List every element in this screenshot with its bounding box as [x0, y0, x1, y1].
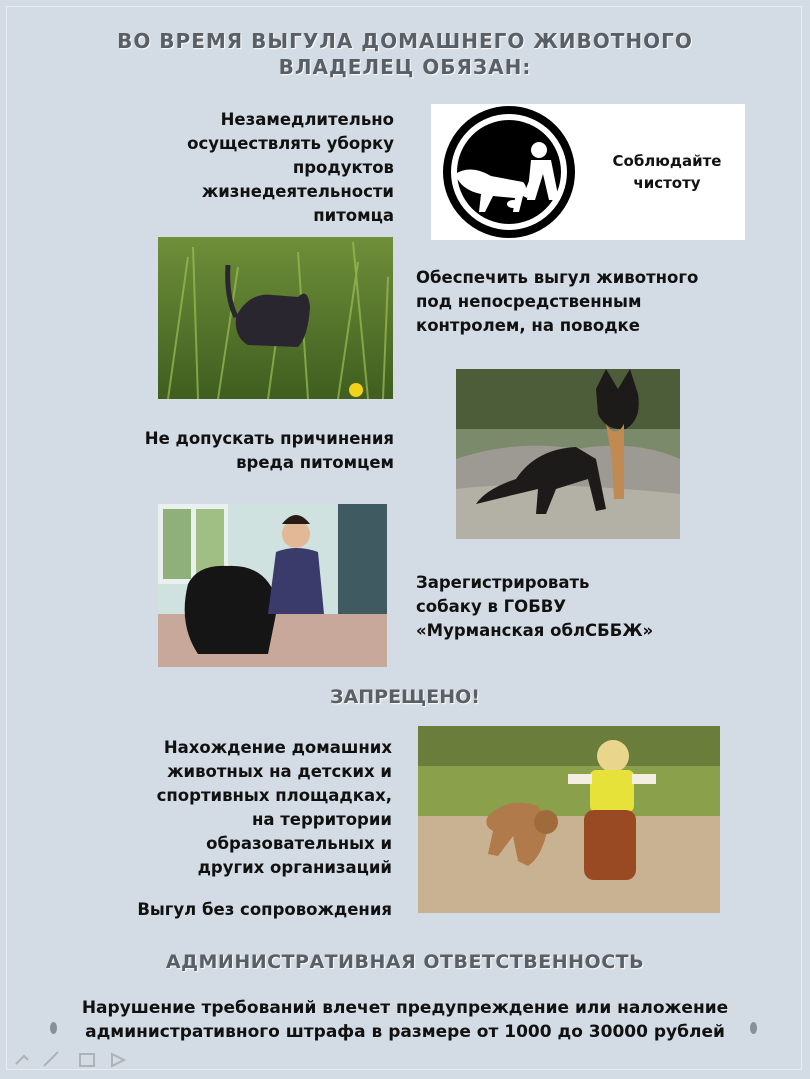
duty4-line: собаку в ГОБВУ: [416, 597, 567, 616]
page-title: [0, 28, 810, 80]
liability-heading: АДМИНИСТРАТИВНАЯ ОТВЕТСТВЕННОСТЬ: [165, 951, 645, 973]
duty1-line: жизнедеятельности: [201, 182, 394, 201]
duty-leash: [416, 266, 736, 338]
duty1-line: Незамедлительно: [220, 110, 394, 129]
duty-cleanup: [150, 108, 394, 228]
title-line-1: ВО ВРЕМЯ ВЫГУЛА ДОМАШНЕГО ЖИВОТНОГО: [117, 29, 693, 53]
slide-toolbar-icon[interactable]: [14, 1050, 134, 1070]
sign-caption: [597, 150, 737, 194]
title-line-2: ВЛАДЕЛЕЦ ОБЯЗАН:: [278, 55, 532, 79]
forbidden1-line: образовательных и: [206, 834, 392, 853]
duty4-line: «Мурманская облСББЖ»: [416, 621, 654, 640]
duty2-line: под непосредственным: [416, 292, 642, 311]
duty-no-harm: [100, 427, 394, 475]
dachshund-photo: [158, 237, 393, 399]
duty4-line: Зарегистрировать: [416, 573, 590, 592]
shepherd-dog-photo: [456, 369, 680, 539]
no-dog-fouling-sign-icon: [431, 104, 591, 240]
duty1-line: питомца: [313, 206, 394, 225]
liability-line: административного штрафа в размере от 1000 до 30000 рублей: [85, 1022, 725, 1042]
forbidden-playgrounds: [80, 736, 392, 880]
sign-line: Соблюдайте: [612, 152, 722, 170]
sign-line: чистоту: [633, 174, 701, 192]
child-with-dog-photo: [418, 726, 720, 913]
liability-line: Нарушение требований влечет предупреждение или наложение: [81, 998, 729, 1018]
forbidden1-line: Нахождение домашних: [163, 738, 392, 757]
nav-dot-left: [50, 1022, 57, 1034]
forbidden1-line: животных на детских и: [167, 762, 392, 781]
forbidden1-line: спортивных площадках,: [156, 786, 392, 805]
clean-up-sign: [431, 104, 745, 240]
duty1-line: продуктов: [292, 158, 394, 177]
forbidden-unaccompanied: Выгул без сопровождения: [137, 900, 392, 919]
forbidden1-line: других организаций: [197, 858, 392, 877]
forbidden1-line: на территории: [251, 810, 392, 829]
nav-dot-right: [750, 1022, 757, 1034]
liability-text: [40, 996, 770, 1044]
duty-register: [416, 571, 736, 643]
duty2-line: контролем, на поводке: [416, 316, 640, 335]
duty2-line: Обеспечить выгул животного: [416, 268, 699, 287]
duty1-line: осуществлять уборку: [187, 134, 394, 153]
forbidden-heading: ЗАПРЕЩЕНО!: [330, 686, 480, 708]
vet-clinic-photo: [158, 504, 387, 667]
duty3-line: вреда питомцем: [236, 453, 394, 472]
duty3-line: Не допускать причинения: [144, 429, 394, 448]
